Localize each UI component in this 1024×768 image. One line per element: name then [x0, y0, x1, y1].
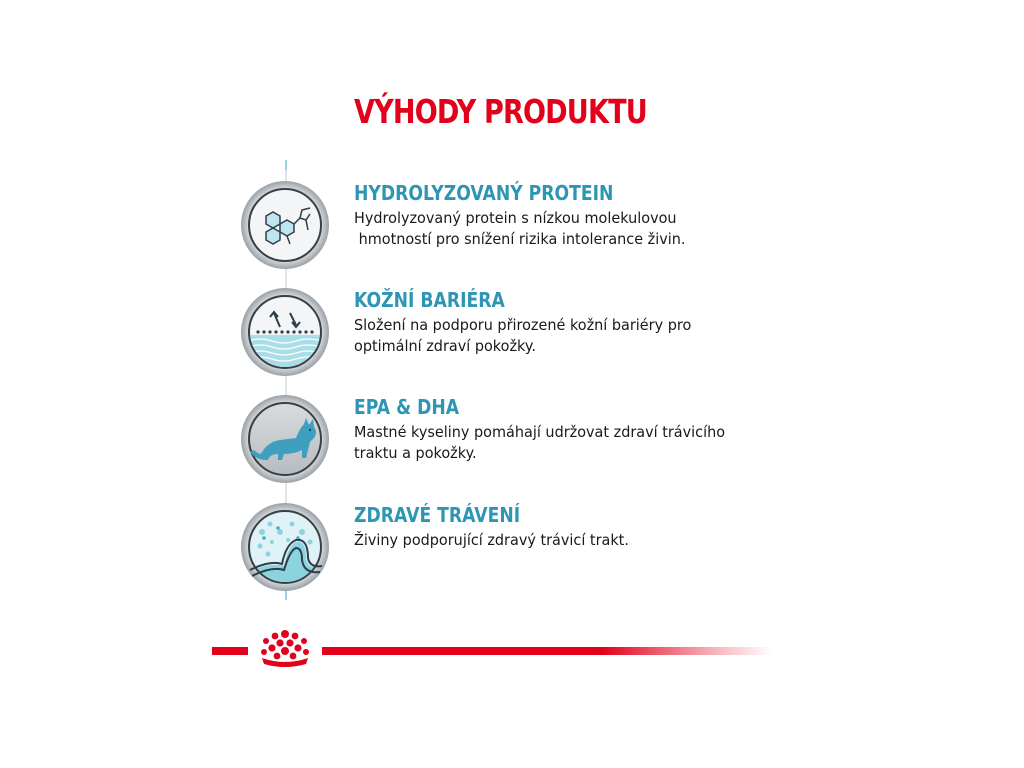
- benefit-item: [354, 180, 710, 250]
- footer-bar-left: [212, 647, 248, 655]
- benefit-title: KOŽNÍ BARIÉRA: [354, 288, 505, 312]
- benefit-description: Mastné kyseliny pomáhají udržovat zdraví trávicího traktu a pokožky.: [354, 423, 726, 462]
- benefit-description: Složení na podporu přirozené kožní bariéry pro optimální zdraví pokožky.: [354, 316, 692, 355]
- footer-bar-right: [322, 647, 772, 655]
- benefit-title: HYDROLYZOVANÝ PROTEIN: [354, 181, 614, 205]
- benefit-description: Hydrolyzovaný protein s nízkou molekulovou hmotností pro snížení rizika intolerance živin.: [354, 209, 686, 248]
- benefit-item: [354, 502, 650, 551]
- benefit-title: EPA & DHA: [354, 395, 460, 419]
- molecule-icon: [240, 180, 330, 270]
- benefit-description: Živiny podporující zdravý trávicí trakt.: [354, 531, 629, 549]
- benefit-item: [354, 287, 717, 357]
- page-title: VÝHODY PRODUKTU: [354, 92, 647, 131]
- skin-barrier-icon: [240, 287, 330, 377]
- cat-icon: [240, 394, 330, 484]
- crown-logo-icon: [252, 628, 318, 668]
- benefit-item: [354, 394, 753, 464]
- digestion-icon: [240, 502, 330, 592]
- benefit-title: ZDRAVÉ TRÁVENÍ: [354, 503, 521, 527]
